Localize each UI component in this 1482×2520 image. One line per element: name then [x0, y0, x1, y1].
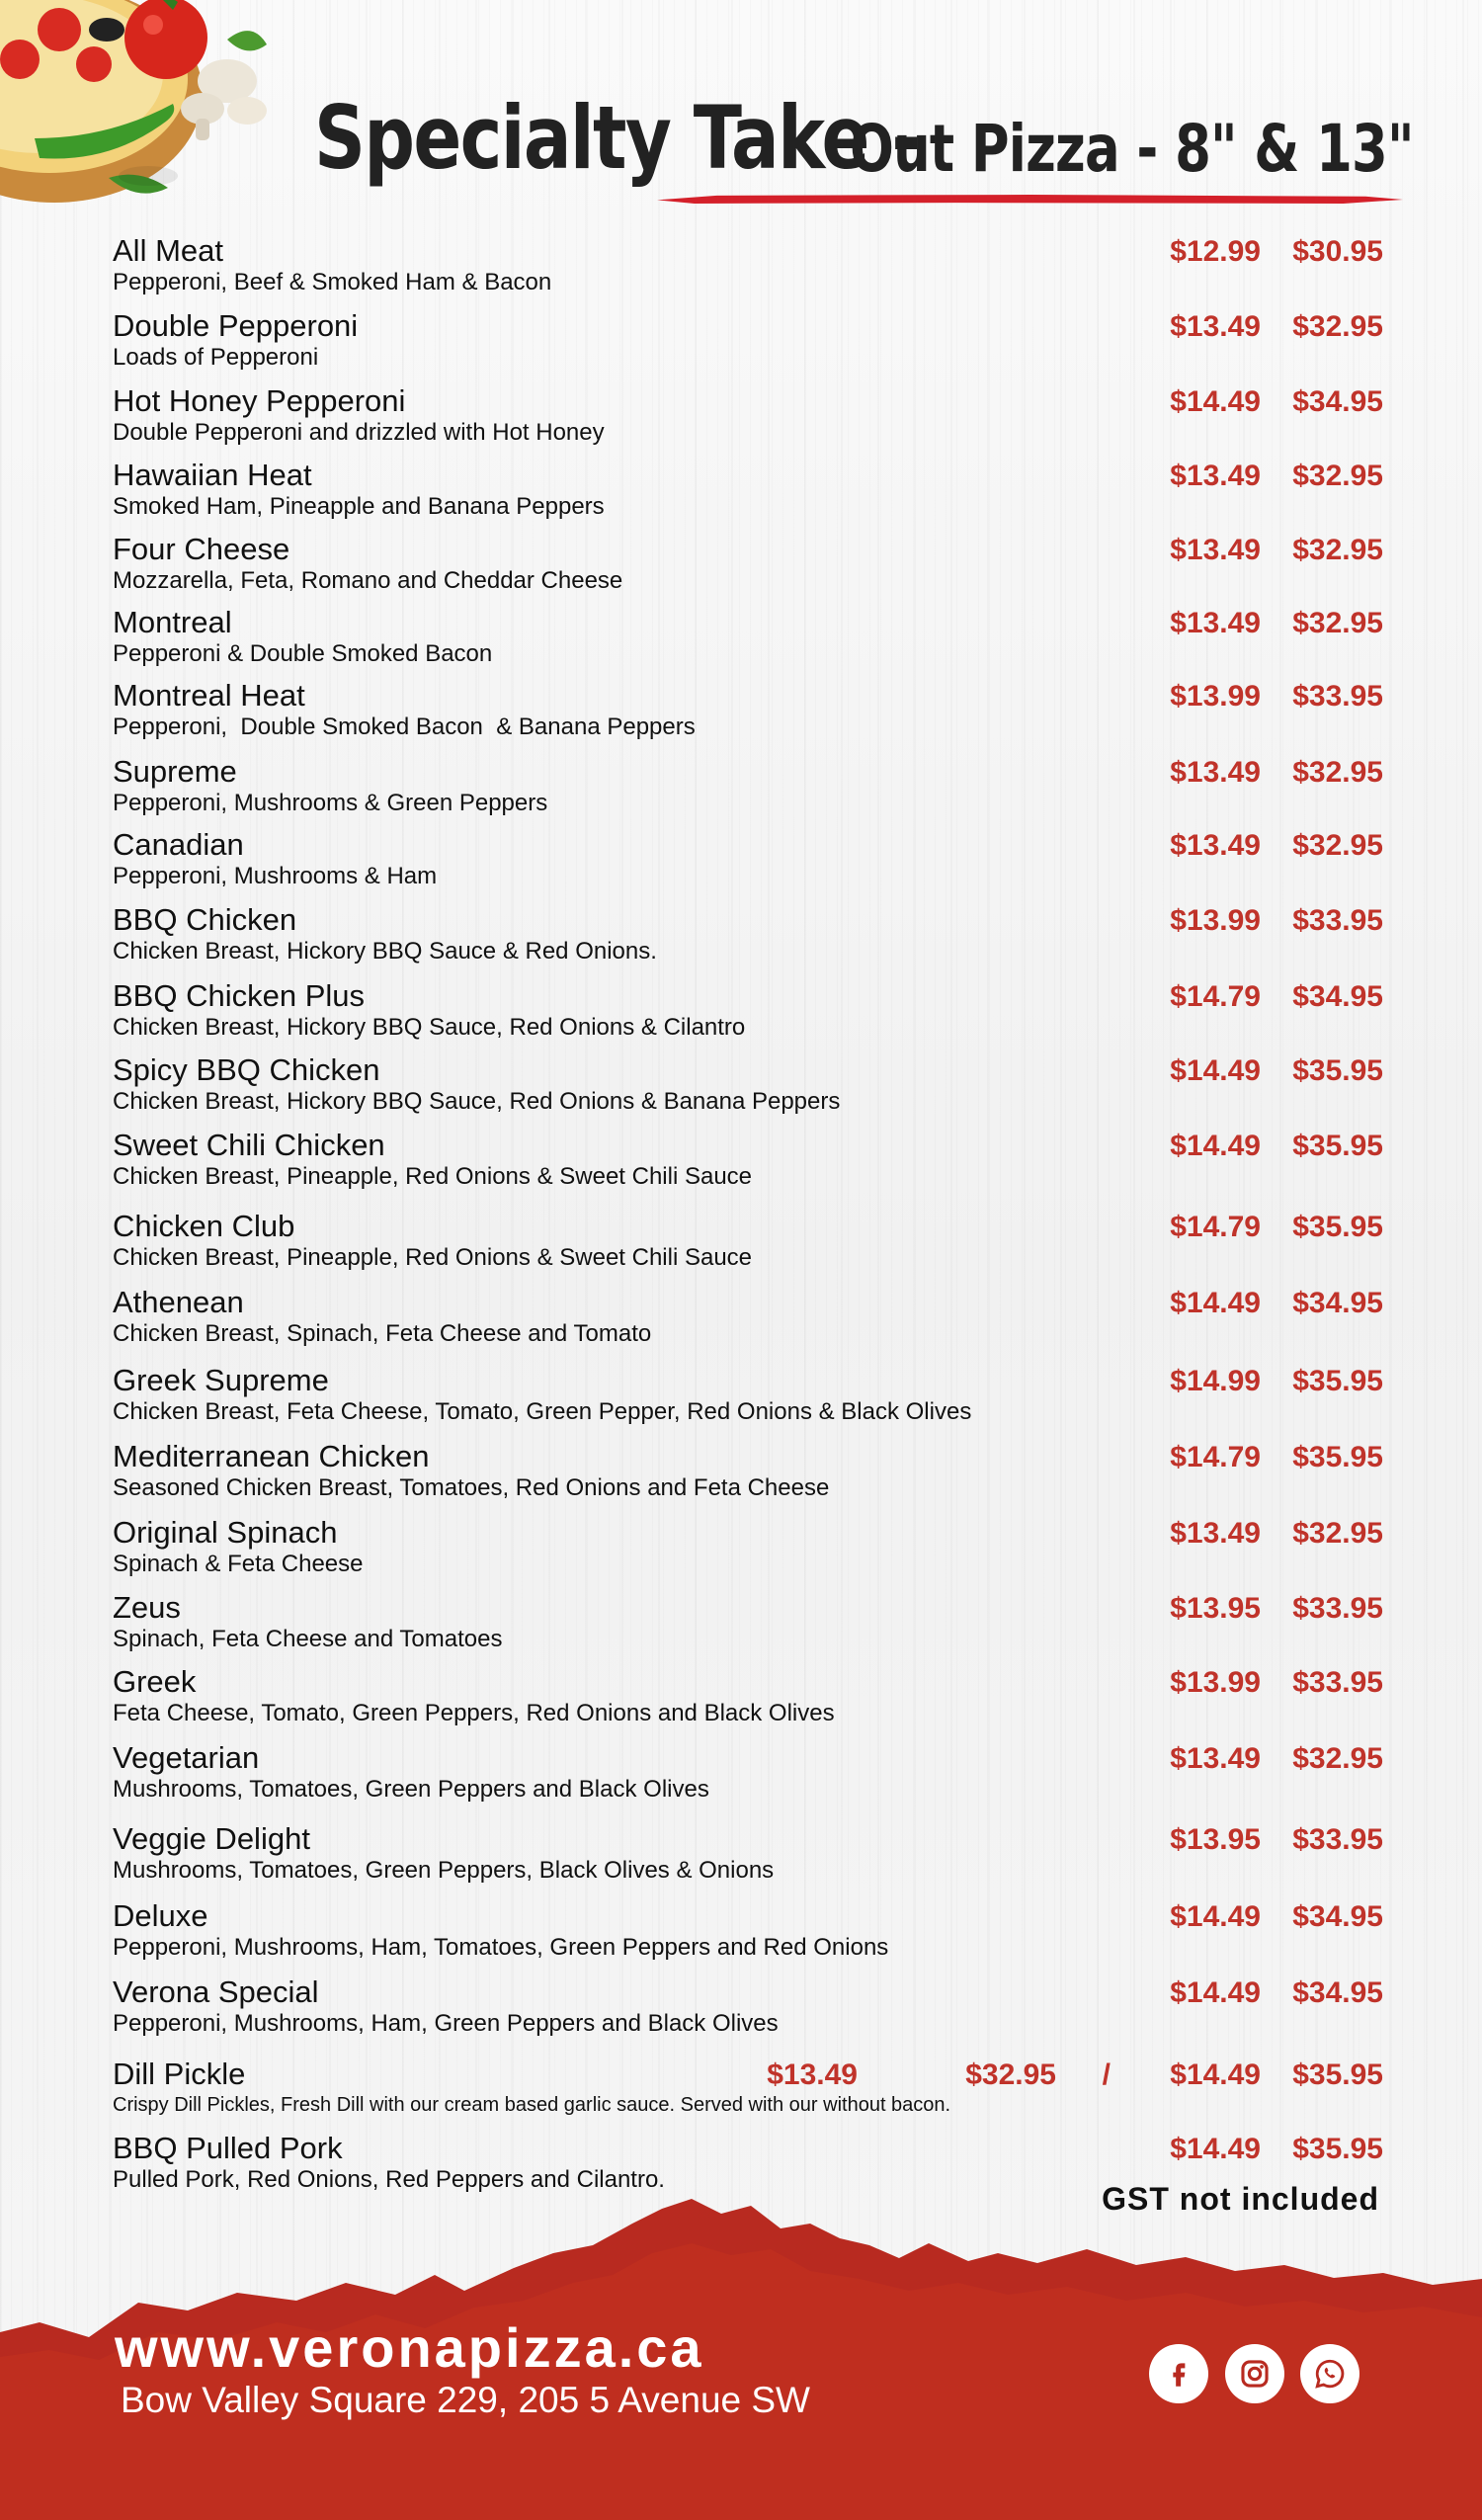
- menu-item: [113, 1821, 1383, 1890]
- tax-note: GST not included: [1102, 2181, 1379, 2217]
- item-name: Veggie Delight: [113, 1821, 310, 1856]
- price-8-inch: $14.79: [1170, 980, 1261, 1013]
- price-13-inch: $32.95: [1292, 534, 1383, 566]
- price-8-inch: $13.99: [1170, 904, 1261, 937]
- price-8-inch: $13.49: [1170, 1742, 1261, 1775]
- price-8-inch: $13.49: [1170, 756, 1261, 789]
- price-separator: /: [1102, 2058, 1111, 2091]
- menu-item: [113, 902, 1383, 971]
- price-8-inch: $14.79: [1170, 1211, 1261, 1243]
- price-8-inch: $13.99: [1170, 1666, 1261, 1699]
- price-8-inch: $13.49: [1170, 607, 1261, 639]
- menu-item: [113, 1515, 1383, 1584]
- item-description: Chicken Breast, Feta Cheese, Tomato, Green Pepper, Red Onions & Black Olives: [113, 1398, 972, 1425]
- price-13-inch: $34.95: [1292, 1900, 1383, 1933]
- item-name: Hawaiian Heat: [113, 458, 312, 492]
- item-description: Spinach & Feta Cheese: [113, 1551, 364, 1577]
- instagram-icon[interactable]: [1225, 2344, 1284, 2403]
- title-part1: Specialty Take -: [314, 87, 920, 189]
- menu-item: [113, 827, 1383, 896]
- menu-item: [113, 1974, 1383, 2044]
- item-description: Mushrooms, Tomatoes, Green Peppers and Black Olives: [113, 1776, 709, 1803]
- price-13-inch: $34.95: [1292, 385, 1383, 418]
- price-8-inch: $13.49: [1170, 829, 1261, 862]
- item-name: Dill Pickle: [113, 2057, 246, 2091]
- price-8-inch: $14.49: [1170, 1130, 1261, 1162]
- price-13-inch: $35.95: [1292, 1365, 1383, 1397]
- item-description: Chicken Breast, Pineapple, Red Onions & Sweet Chili Sauce: [113, 1244, 753, 1271]
- price-13-inch: $33.95: [1292, 904, 1383, 937]
- price-8-inch: $14.49: [1170, 1054, 1261, 1087]
- price-13-inch: $35.95: [1292, 1130, 1383, 1162]
- website-link[interactable]: www.veronapizza.ca: [115, 2316, 704, 2379]
- item-description: Pepperoni, Mushrooms & Ham: [113, 863, 438, 889]
- price-13-inch: $32.95: [1292, 310, 1383, 343]
- item-name: All Meat: [113, 233, 223, 268]
- item-description: Feta Cheese, Tomato, Green Peppers, Red Onions and Black Olives: [113, 1700, 835, 1726]
- item-name: Greek: [113, 1664, 197, 1699]
- facebook-icon[interactable]: [1149, 2344, 1208, 2403]
- price-13-inch: $33.95: [1292, 1592, 1383, 1625]
- title-underline: [657, 195, 1403, 204]
- item-name: Greek Supreme: [113, 1363, 329, 1397]
- item-description: Chicken Breast, Pineapple, Red Onions & Sweet Chili Sauce: [113, 1163, 753, 1190]
- item-name: Deluxe: [113, 1898, 208, 1933]
- price-8-inch-with-bacon: $14.49: [1170, 2058, 1261, 2091]
- menu-item: [113, 1285, 1383, 1354]
- item-name: Hot Honey Pepperoni: [113, 383, 406, 418]
- price-8-inch: $13.95: [1170, 1823, 1261, 1856]
- item-name: BBQ Chicken: [113, 902, 297, 937]
- menu-item: [113, 1209, 1383, 1278]
- menu-item: [113, 308, 1383, 378]
- item-description: Seasoned Chicken Breast, Tomatoes, Red Onions and Feta Cheese: [113, 1474, 830, 1501]
- price-8-inch: $14.49: [1170, 1900, 1261, 1933]
- item-description: Pepperoni, Double Smoked Bacon & Banana Peppers: [113, 714, 696, 740]
- menu-item: [113, 754, 1383, 823]
- title-part2: Out Pizza - 8" & 13": [850, 111, 1414, 187]
- menu-item: [113, 1363, 1383, 1432]
- price-8-inch: $13.99: [1170, 680, 1261, 713]
- menu-item: [113, 383, 1383, 453]
- price-13-inch: $32.95: [1292, 460, 1383, 492]
- item-description: Mushrooms, Tomatoes, Green Peppers, Black Olives & Onions: [113, 1857, 775, 1884]
- menu-item: [113, 1664, 1383, 1733]
- item-name: Zeus: [113, 1590, 181, 1625]
- whatsapp-icon[interactable]: [1300, 2344, 1359, 2403]
- item-name: Montreal: [113, 605, 232, 639]
- price-8-inch: $14.49: [1170, 1976, 1261, 2009]
- item-name: Spicy BBQ Chicken: [113, 1052, 380, 1087]
- item-description: Chicken Breast, Hickory BBQ Sauce, Red Onions & Cilantro: [113, 1014, 746, 1041]
- item-description: Spinach, Feta Cheese and Tomatoes: [113, 1626, 503, 1652]
- item-description: Chicken Breast, Spinach, Feta Cheese and Tomato: [113, 1320, 652, 1347]
- price-13-inch: $33.95: [1292, 1823, 1383, 1856]
- item-description: Pepperoni, Mushrooms, Ham, Green Peppers and Black Olives: [113, 2010, 779, 2037]
- menu-item-dill-pickle: [113, 2057, 1383, 2126]
- item-description: Pepperoni & Double Smoked Bacon: [113, 640, 493, 667]
- item-name: BBQ Pulled Pork: [113, 2131, 343, 2165]
- menu-item: [113, 978, 1383, 1048]
- item-name: Chicken Club: [113, 1209, 295, 1243]
- price-8-inch: $12.99: [1170, 235, 1261, 268]
- price-8-inch-without-bacon: $13.49: [767, 2058, 858, 2091]
- item-name: Verona Special: [113, 1974, 319, 2009]
- item-name: Supreme: [113, 754, 237, 789]
- menu-item: [113, 605, 1383, 674]
- item-description: Chicken Breast, Hickory BBQ Sauce & Red Onions.: [113, 938, 657, 965]
- item-description: Pulled Pork, Red Onions, Red Peppers and Cilantro.: [113, 2166, 665, 2193]
- item-name: BBQ Chicken Plus: [113, 978, 365, 1013]
- price-13-inch: $35.95: [1292, 2133, 1383, 2165]
- item-name: Double Pepperoni: [113, 308, 359, 343]
- menu-item: [113, 1898, 1383, 1968]
- price-13-inch-with-bacon: $35.95: [1292, 2058, 1383, 2091]
- item-description: Pepperoni, Mushrooms & Green Peppers: [113, 790, 548, 816]
- price-13-inch: $33.95: [1292, 680, 1383, 713]
- price-13-inch: $30.95: [1292, 235, 1383, 268]
- price-13-inch: $32.95: [1292, 607, 1383, 639]
- menu-item: [113, 1590, 1383, 1659]
- price-13-inch: $33.95: [1292, 1666, 1383, 1699]
- price-13-inch: $32.95: [1292, 756, 1383, 789]
- item-description: Double Pepperoni and drizzled with Hot Honey: [113, 419, 605, 446]
- price-8-inch: $13.49: [1170, 1517, 1261, 1550]
- price-8-inch: $14.49: [1170, 1287, 1261, 1319]
- pizza-illustration: [0, 0, 316, 212]
- item-name: Athenean: [113, 1285, 244, 1319]
- price-13-inch: $34.95: [1292, 1287, 1383, 1319]
- menu-item: [113, 458, 1383, 527]
- price-8-inch: $14.49: [1170, 2133, 1261, 2165]
- menu-item: [113, 233, 1383, 302]
- price-13-inch: $34.95: [1292, 1976, 1383, 2009]
- address: Bow Valley Square 229, 205 5 Avenue SW: [121, 2380, 810, 2420]
- price-13-inch: $35.95: [1292, 1054, 1383, 1087]
- item-name: Montreal Heat: [113, 678, 305, 713]
- item-description: Chicken Breast, Hickory BBQ Sauce, Red Onions & Banana Peppers: [113, 1088, 841, 1115]
- item-name: Original Spinach: [113, 1515, 338, 1550]
- price-8-inch: $14.49: [1170, 385, 1261, 418]
- item-name: Vegetarian: [113, 1740, 260, 1775]
- price-13-inch-without-bacon: $32.95: [965, 2058, 1056, 2091]
- menu-item: [113, 1439, 1383, 1508]
- menu-item: [113, 532, 1383, 601]
- item-name: Canadian: [113, 827, 244, 862]
- item-name: Sweet Chili Chicken: [113, 1128, 385, 1162]
- price-13-inch: $32.95: [1292, 829, 1383, 862]
- menu-item: [113, 1052, 1383, 1122]
- item-description: Pepperoni, Beef & Smoked Ham & Bacon: [113, 269, 552, 295]
- price-8-inch: $13.49: [1170, 310, 1261, 343]
- item-name: Mediterranean Chicken: [113, 1439, 430, 1473]
- menu-item: [113, 1740, 1383, 1809]
- price-8-inch: $14.99: [1170, 1365, 1261, 1397]
- item-description: Pepperoni, Mushrooms, Ham, Tomatoes, Green Peppers and Red Onions: [113, 1934, 889, 1961]
- price-13-inch: $35.95: [1292, 1441, 1383, 1473]
- price-13-inch: $32.95: [1292, 1517, 1383, 1550]
- item-name: Four Cheese: [113, 532, 290, 566]
- item-description: Crispy Dill Pickles, Fresh Dill with our cream based garlic sauce. Served with our without bacon.: [113, 2094, 951, 2116]
- item-description: Loads of Pepperoni: [113, 344, 319, 371]
- price-8-inch: $13.95: [1170, 1592, 1261, 1625]
- item-description: Smoked Ham, Pineapple and Banana Peppers: [113, 493, 605, 520]
- menu-item: [113, 1128, 1383, 1197]
- menu-item: [113, 678, 1383, 747]
- price-13-inch: $35.95: [1292, 1211, 1383, 1243]
- price-8-inch: $13.49: [1170, 534, 1261, 566]
- item-description: Mozzarella, Feta, Romano and Cheddar Cheese: [113, 567, 623, 594]
- price-13-inch: $34.95: [1292, 980, 1383, 1013]
- price-13-inch: $32.95: [1292, 1742, 1383, 1775]
- price-8-inch: $14.79: [1170, 1441, 1261, 1473]
- price-8-inch: $13.49: [1170, 460, 1261, 492]
